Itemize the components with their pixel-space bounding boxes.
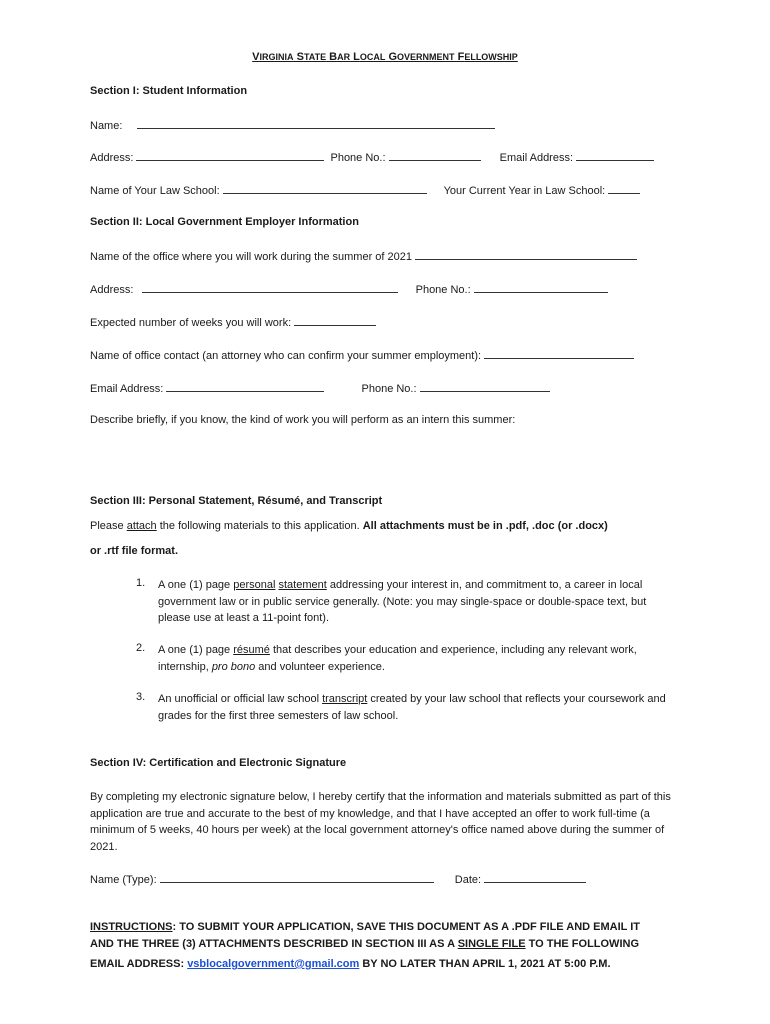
contact-email-label: Email Address:: [90, 383, 164, 395]
employer-phone-field[interactable]: [474, 282, 608, 293]
signature-name-label: Name (Type):: [90, 874, 157, 886]
document-title: VIRGINIA STATE BAR LOCAL GOVERNMENT FELLOWSHIP: [252, 51, 518, 63]
contact-phone-label: Phone No.:: [361, 383, 417, 395]
attachments-format-note: or .rtf file format.: [90, 545, 179, 557]
email-label: Email Address:: [499, 152, 574, 164]
instructions-label: INSTRUCTIONS: [90, 921, 173, 933]
weeks-row: [90, 315, 379, 329]
student-email-field[interactable]: [576, 150, 654, 161]
current-year-field[interactable]: [608, 183, 640, 194]
submission-email-link[interactable]: vsblocalgovernment@gmail.com: [187, 958, 360, 970]
instructions-line-1: INSTRUCTIONS: TO SUBMIT YOUR APPLICATION, SAVE THIS DOCUMENT AS A .PDF FILE AND EMAIL IT: [90, 921, 641, 933]
list-item-text: A one (1) page résumé that describes your education and experience, including any relevant work, internship, pro bono and volunteer experience.: [158, 644, 637, 673]
student-address-field[interactable]: [136, 150, 324, 161]
contact-phone-field[interactable]: [420, 381, 550, 392]
instructions-line-3: EMAIL ADDRESS: vsblocalgovernment@gmail.com BY NO LATER THAN APRIL 1, 2021 AT 5:00 P.M.: [90, 958, 611, 970]
single-file-emphasis: SINGLE FILE: [457, 938, 526, 950]
signature-row: [90, 872, 589, 886]
contact-email-field[interactable]: [166, 381, 324, 392]
office-name-field[interactable]: [415, 249, 637, 260]
employer-address-row: [90, 282, 611, 296]
section-2-heading: Section II: Local Government Employer Information: [90, 216, 359, 228]
employer-address-field[interactable]: [142, 282, 398, 293]
office-label: Name of the office where you will work during the summer of 2021: [90, 251, 413, 263]
certification-text: By completing my electronic signature below, I hereby certify that the information and materials submitted as part of this application are true and accurate to the best of my knowledge, and that I have accepted an offer to work full-time (a minimum of 5 weeks, 40 hours per week) at the local government attorney's office named above during the summer of 2021.: [90, 791, 671, 853]
current-year-label: Your Current Year in Law School:: [443, 185, 606, 197]
student-address-row: [90, 150, 657, 164]
employer-address-label: Address:: [90, 284, 134, 296]
list-item-text: An unofficial or official law school transcript created by your law school that reflects your coursework and grades for the first three semesters of law school.: [158, 693, 666, 722]
signature-date-field[interactable]: [484, 872, 586, 883]
list-item-text: A one (1) page personal statement addressing your interest in, and commitment to, a career in local government law or in public service generally. (Note: you may single-space or double-space text, but please use at least a 11-point font).: [158, 579, 647, 624]
contact-label: Name of office contact (an attorney who can confirm your summer employment):: [90, 350, 482, 362]
law-school-field[interactable]: [223, 183, 427, 194]
section-1-heading: Section I: Student Information: [90, 85, 248, 97]
employer-phone-label: Phone No.:: [415, 284, 471, 296]
signature-date-label: Date:: [454, 874, 482, 886]
phone-label: Phone No.:: [330, 152, 386, 164]
weeks-label: Expected number of weeks you will work:: [90, 317, 292, 329]
contact-email-row: [90, 381, 553, 395]
weeks-field[interactable]: [294, 315, 376, 326]
describe-work-field[interactable]: [90, 432, 690, 482]
signature-name-field[interactable]: [160, 872, 434, 883]
student-name-row: [90, 118, 498, 132]
contact-field[interactable]: [484, 348, 634, 359]
student-name-field[interactable]: [137, 118, 495, 129]
describe-work-label: Describe briefly, if you know, the kind of work you will perform as an intern this summer:: [90, 414, 516, 426]
contact-row: [90, 348, 637, 362]
name-label: Name:: [90, 120, 123, 132]
address-label: Address:: [90, 152, 134, 164]
attach-word: attach: [126, 520, 157, 532]
law-school-row: [90, 183, 643, 197]
office-row: [90, 249, 640, 263]
instructions-line-2: AND THE THREE (3) ATTACHMENTS DESCRIBED IN SECTION III AS A SINGLE FILE TO THE FOLLOWING: [90, 938, 640, 950]
section-4-heading: Section IV: Certification and Electronic Signature: [90, 757, 347, 769]
section-3-heading: Section III: Personal Statement, Résumé, and Transcript: [90, 495, 383, 507]
student-phone-field[interactable]: [389, 150, 481, 161]
law-school-label: Name of Your Law School:: [90, 185, 220, 197]
attachments-intro: Please attach the following materials to this application. All attachments must be in .pdf, .doc (or .docx): [90, 520, 608, 532]
